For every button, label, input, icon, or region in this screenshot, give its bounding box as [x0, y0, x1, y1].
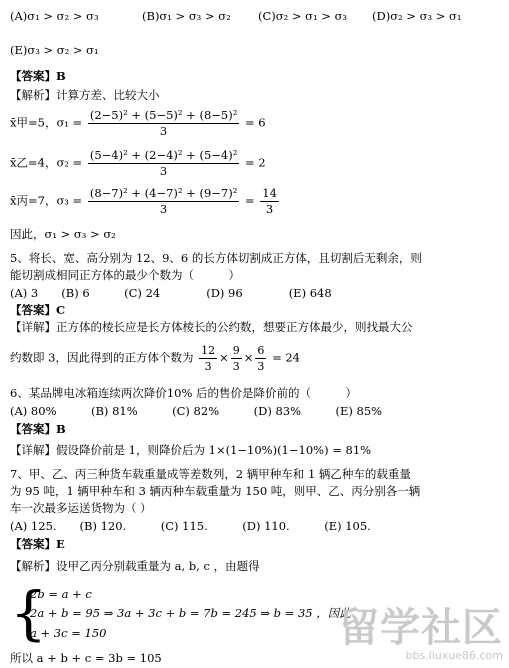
q7-equation-2: 2a + b = 95 ⇒ 3a + 3c + b = 7b = 245 ⇒ b = 35 ，因此	[30, 606, 351, 620]
variance-3-result-den: 3	[265, 202, 274, 216]
q6-answer: 【答案】B	[10, 422, 66, 436]
q5-detail-result: = 24	[272, 350, 301, 365]
q6-stem: 6、某品牌电冰箱连续两次降价10% 后的售价是降价前的（ ）	[10, 386, 358, 400]
q4-conclusion: 因此，σ₁ > σ₃ > σ₂	[10, 227, 116, 241]
q4-variance-3	[10, 186, 281, 217]
q4-variance-1	[10, 108, 266, 139]
variance-1-denominator: 3	[159, 124, 168, 138]
variance-3-result-fraction	[260, 186, 279, 217]
q4-variance-2	[10, 148, 266, 179]
q5-fraction-1-den: 3	[204, 360, 212, 373]
q5-fraction-3-num: 6	[257, 344, 265, 357]
variance-3-fraction	[88, 186, 239, 217]
q5-fraction-1	[199, 343, 217, 374]
equation-brace: {	[10, 579, 47, 647]
q7-options: (A) 125. (B) 120. (C) 115. (D) 110. (E) 105.	[10, 519, 371, 533]
q5-options: (A) 3 (B) 6 (C) 24 (D) 96 (E) 648	[10, 286, 332, 300]
q5-detail-line1: 【详解】正方体的棱长应是长方体棱长的公约数，想要正方体最少，则找最大公	[10, 320, 413, 334]
watermark-logo: 留学社区	[339, 605, 503, 651]
watermark	[339, 607, 503, 662]
q5-stem-line2: 能切割成相同正方体的最少个数为（ ）	[10, 268, 240, 282]
q7-stem-line1: 7、甲、乙、丙三种货车载重量成等差数列，2 辆甲种车和 1 辆乙种车的载重量	[10, 467, 411, 481]
q5-fraction-2	[231, 343, 242, 374]
variance-2-lhs: x̄乙=4，σ₂ =	[10, 155, 83, 170]
variance-3-eq: =	[244, 193, 255, 208]
q4-analysis: 【解析】计算方差、比较大小	[10, 88, 160, 102]
q5-fraction-3-den: 3	[257, 360, 265, 373]
q7-equation-1: 2b = a + c	[30, 587, 92, 601]
q5-fraction-1-num: 12	[201, 344, 216, 357]
q6-detail: 【详解】假设降价前是 1，则降价后为 1×(1−10%)(1−10%) = 81%	[10, 443, 372, 457]
q6-options: (A) 80% (B) 81% (C) 82% (D) 83% (E) 85%	[10, 404, 383, 418]
variance-3-numerator: (8−7)² + (4−7)² + (9−7)²	[89, 186, 238, 200]
variance-3-denominator: 3	[159, 202, 168, 216]
q5-fraction-2-num: 9	[232, 344, 240, 357]
q5-times-1: ×	[219, 350, 229, 365]
q5-detail-prefix: 约数即 3，因此得到的正方体个数为	[10, 350, 194, 365]
watermark-url: bbs.liuxue86.com	[405, 649, 503, 662]
q4-answer: 【答案】B	[10, 69, 66, 83]
variance-2-result: = 2	[244, 155, 266, 170]
option-b: (B)σ₁ > σ₃ > σ₂	[142, 9, 231, 23]
option-e: (E)σ₃ > σ₂ > σ₁	[10, 43, 99, 57]
q7-answer: 【答案】E	[10, 537, 65, 551]
q5-detail-line2	[10, 343, 300, 374]
variance-1-numerator: (2−5)² + (5−5)² + (8−5)²	[89, 108, 238, 122]
variance-1-result: = 6	[244, 115, 266, 130]
variance-2-denominator: 3	[159, 164, 168, 178]
q5-answer: 【答案】C	[10, 303, 66, 317]
option-a: (A)σ₁ > σ₂ > σ₃	[10, 9, 99, 23]
variance-3-result-num: 14	[262, 186, 277, 200]
q7-stem-line3: 车一次最多运送货物为（ ）	[10, 501, 152, 515]
q7-analysis: 【解析】设甲乙丙分别载重量为 a, b, c ，由题得	[10, 559, 260, 573]
q5-fraction-2-den: 3	[232, 360, 240, 373]
q5-stem-line1: 5、将长、宽、高分别为 12、9、6 的长方体切割成正方体，且切割后无剩余，则	[10, 251, 422, 265]
q7-equation-3: a + 3c = 150	[30, 626, 107, 640]
option-d: (D)σ₂ > σ₃ > σ₁	[372, 9, 462, 23]
variance-2-fraction	[88, 148, 239, 179]
option-c: (C)σ₂ > σ₁ > σ₃	[258, 9, 348, 23]
q5-fraction-3	[255, 343, 266, 374]
q7-stem-line2: 为 95 吨，1 辆甲种车和 3 辆丙种车载重量为 150 吨，则甲、乙、丙分别各一辆	[10, 484, 421, 498]
q5-times-2: ×	[243, 350, 254, 365]
variance-1-lhs: x̄甲=5，σ₁ =	[10, 115, 83, 130]
variance-3-lhs: x̄丙=7，σ₃ =	[10, 193, 83, 208]
variance-1-fraction	[88, 108, 239, 139]
q7-final: 所以 a + b + c = 3b = 105	[10, 651, 162, 665]
variance-2-numerator: (5−4)² + (2−4)² + (5−4)²	[89, 148, 238, 162]
